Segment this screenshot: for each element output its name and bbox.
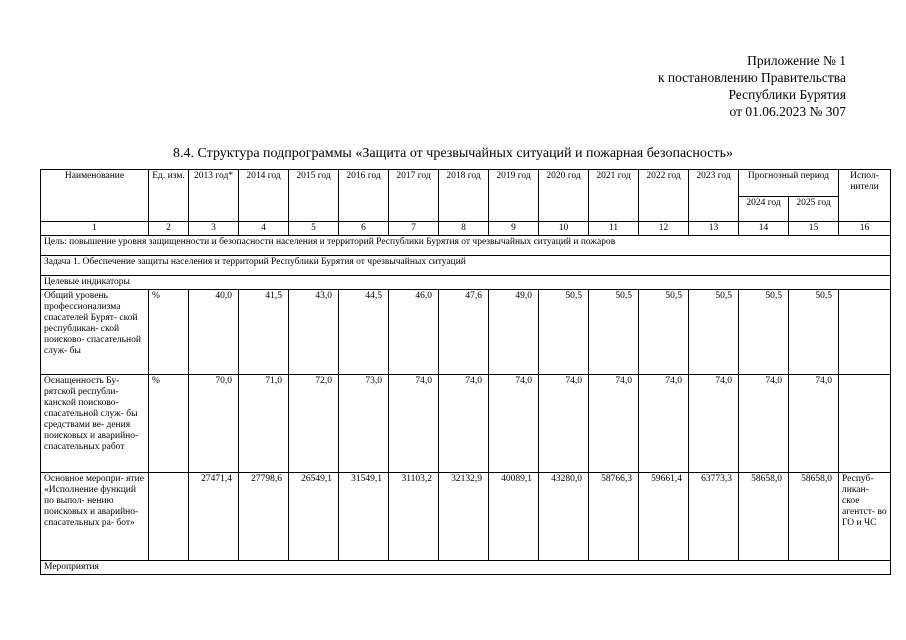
header-name: Наименование: [41, 170, 149, 222]
header-year: 2016 год: [339, 170, 389, 222]
column-number: 5: [289, 222, 339, 236]
row-value: 40089,1: [489, 473, 539, 561]
header-year: 2023 год: [689, 170, 739, 222]
row-value: 73,0: [339, 375, 389, 473]
column-number: 11: [589, 222, 639, 236]
column-number: 6: [339, 222, 389, 236]
row-executor: Респуб- ликан- ское агентст- во ГО и ЧС: [839, 473, 891, 561]
row-value: 74,0: [389, 375, 439, 473]
column-number-row: [41, 222, 891, 236]
row-unit: %: [149, 375, 189, 473]
column-number: 12: [639, 222, 689, 236]
row-value: 58766,3: [589, 473, 639, 561]
structure-table: [40, 169, 891, 575]
column-number: 8: [439, 222, 489, 236]
header-forecast: Прогнозный период: [739, 170, 839, 197]
header-year: 2015 год: [289, 170, 339, 222]
row-value: 74,0: [689, 375, 739, 473]
header-year: 2019 год: [489, 170, 539, 222]
header-year: 2014 год: [239, 170, 289, 222]
column-number: 14: [739, 222, 789, 236]
column-number: 1: [41, 222, 149, 236]
row-value: 72,0: [289, 375, 339, 473]
row-value: 41,5: [239, 290, 289, 375]
row-unit: [149, 473, 189, 561]
row-value: 63773,3: [689, 473, 739, 561]
row-value: 74,0: [439, 375, 489, 473]
row-value: 32132,9: [439, 473, 489, 561]
header-year: 2017 год: [389, 170, 439, 222]
goal-row: Цель: повышение уровня защищенности и безопасности населения и территорий Республики Бурятия от чрезвычайных ситуаций и пожаров: [41, 236, 891, 256]
row-value: 31549,1: [339, 473, 389, 561]
column-number: 9: [489, 222, 539, 236]
header-year: 2018 год: [439, 170, 489, 222]
row-executor: [839, 290, 891, 375]
row-value: 50,5: [789, 290, 839, 375]
row-value: 58658,0: [789, 473, 839, 561]
header-executors: Испол- нители: [839, 170, 891, 222]
row-value: 71,0: [239, 375, 289, 473]
row-value: 59661,4: [639, 473, 689, 561]
row-value: 27798,6: [239, 473, 289, 561]
column-number: 3: [189, 222, 239, 236]
column-number: 13: [689, 222, 739, 236]
row-value: 74,0: [639, 375, 689, 473]
column-number: 16: [839, 222, 891, 236]
measures-row: Мероприятия: [41, 561, 891, 575]
row-value: 50,5: [739, 290, 789, 375]
header-year: 2013 год*: [189, 170, 239, 222]
header-unit: Ед. изм.: [149, 170, 189, 222]
header-year: 2024 год: [739, 197, 789, 222]
document-title: 8.4. Структура подпрограммы «Защита от чрезвычайных ситуаций и пожарная безопасность»: [173, 146, 733, 161]
row-value: 26549,1: [289, 473, 339, 561]
row-unit: %: [149, 290, 189, 375]
row-value: 58658,0: [739, 473, 789, 561]
column-number: 10: [539, 222, 589, 236]
indicators-row: Целевые индикаторы: [41, 276, 891, 290]
appendix-line: к постановлению Правительства: [657, 70, 846, 85]
table-row: [41, 290, 891, 375]
table-row: [41, 375, 891, 473]
row-value: 31103,2: [389, 473, 439, 561]
row-value: 43280,0: [539, 473, 589, 561]
row-value: 44,5: [339, 290, 389, 375]
row-value: 74,0: [739, 375, 789, 473]
row-value: 50,5: [689, 290, 739, 375]
row-value: 49,0: [489, 290, 539, 375]
row-value: 74,0: [489, 375, 539, 473]
row-value: 27471,4: [189, 473, 239, 561]
column-number: 7: [389, 222, 439, 236]
row-name: Оснащенность Бу- рятской республи- канской поисково- спасательной служ- бы средствами ве- дения поисковых и аварийно- спасательных работ: [41, 375, 149, 473]
row-value: 74,0: [789, 375, 839, 473]
appendix-block: [658, 52, 846, 120]
row-name: Основное меропри- ятие «Исполнение функций по выпол- нению поисковых и аварийно- спасательных ра- бот»: [41, 473, 149, 561]
row-value: 43,0: [289, 290, 339, 375]
row-value: 40,0: [189, 290, 239, 375]
task-row: Задача 1. Обеспечение защиты населения и территорий Республики Бурятия от чрезвычайных ситуаций: [41, 256, 891, 276]
row-value: 50,5: [539, 290, 589, 375]
row-value: 47,6: [439, 290, 489, 375]
appendix-line: Приложение № 1: [747, 53, 846, 68]
row-value: 50,5: [639, 290, 689, 375]
table-row: [41, 473, 891, 561]
column-number: 15: [789, 222, 839, 236]
row-value: 74,0: [539, 375, 589, 473]
column-number: 4: [239, 222, 289, 236]
column-number: 2: [149, 222, 189, 236]
row-name: Общий уровень профессионализма спасателей Бурят- ской республикан- ской поисково- спасательной служ- бы: [41, 290, 149, 375]
header-year: 2022 год: [639, 170, 689, 222]
row-executor: [839, 375, 891, 473]
appendix-line: от 01.06.2023 № 307: [729, 104, 846, 119]
row-value: 46,0: [389, 290, 439, 375]
header-year: 2025 год: [789, 197, 839, 222]
row-value: 70,0: [189, 375, 239, 473]
header-year: 2021 год: [589, 170, 639, 222]
appendix-line: Республики Бурятия: [728, 87, 846, 102]
row-value: 74,0: [589, 375, 639, 473]
row-value: 50,5: [589, 290, 639, 375]
header-year: 2020 год: [539, 170, 589, 222]
